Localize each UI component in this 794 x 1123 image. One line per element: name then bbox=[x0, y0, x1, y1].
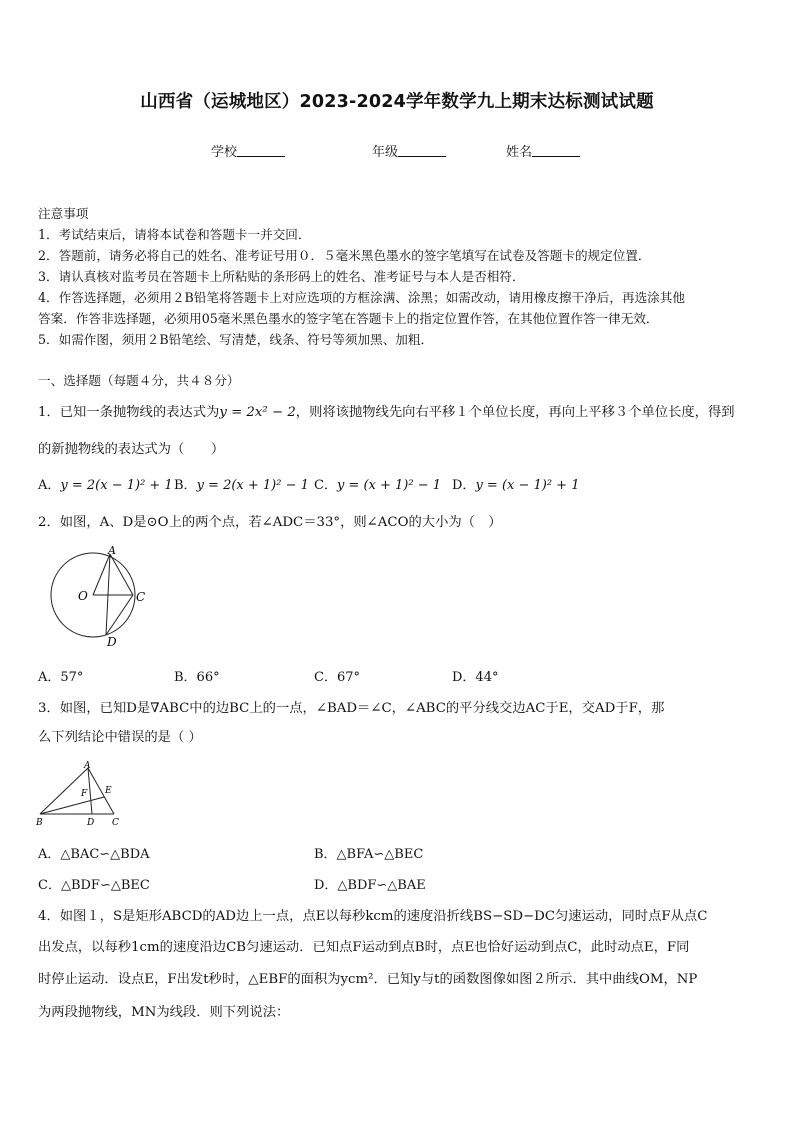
name-blank[interactable] bbox=[532, 143, 580, 157]
note-item: 2．答题前，请务必将自己的姓名、准考证号用０．５毫米黑色墨水的签字笔填写在试卷及答题卡的规定位置． bbox=[38, 248, 651, 263]
question-2-text: 2．如图，A、D是⊙O上的两个点，若∠ADC＝33°，则∠ACO的大小为（ ） bbox=[38, 515, 502, 530]
note-item: 答案．作答非选择题，必须用05毫米黑色墨水的签字笔在答题卡上的指定位置作答，在其他位置作答一律无效． bbox=[38, 311, 659, 326]
q2-option-c[interactable]: C．67° bbox=[314, 670, 360, 685]
label-d: D bbox=[107, 635, 117, 649]
label-d: D bbox=[87, 818, 95, 828]
school-blank[interactable] bbox=[237, 143, 285, 157]
q3-option-a[interactable]: A．△BAC∽△BDA bbox=[38, 847, 150, 862]
q2-option-b[interactable]: B．66° bbox=[174, 670, 220, 685]
option-label: C． bbox=[314, 478, 337, 493]
question-4-line-2: 出发点，以每秒1cm的速度沿边CB匀速运动．已知点F运动到点B时，点E也恰好运动到点C，此时动点E，F同 bbox=[38, 940, 690, 955]
option-expr: y = (x − 1)² + 1 bbox=[475, 478, 580, 493]
triangle-figure bbox=[34, 760, 130, 828]
q1-option-d[interactable] bbox=[452, 474, 579, 493]
grade-label: 年级 bbox=[372, 145, 399, 160]
segment-be bbox=[40, 797, 104, 814]
note-item: 4．作答选择题，必须用２B铅笔将答题卡上对应选项的方框涂满、涂黑；如需改动，请用橡皮擦干净后，再选涂其他 bbox=[38, 290, 685, 305]
note-item: 1．考试结束后，请将本试卷和答题卡一并交回． bbox=[38, 227, 311, 242]
option-expr: y = 2(x + 1)² − 1 bbox=[196, 478, 309, 493]
q3-option-b[interactable]: B．△BFA∽△BEC bbox=[314, 847, 424, 862]
label-c: C bbox=[112, 818, 119, 828]
page-title: 山西省（运城地区）2023-2024学年数学九上期末达标测试试题 bbox=[140, 92, 654, 112]
option-label: A． bbox=[38, 478, 61, 493]
school-field[interactable] bbox=[211, 141, 285, 160]
option-expr: y = 2(x − 1)² + 1 bbox=[60, 478, 173, 493]
label-a: A bbox=[84, 761, 91, 771]
label-e: E bbox=[105, 786, 112, 796]
option-label: D． bbox=[452, 478, 476, 493]
note-item: 5．如需作图，须用２B铅笔绘、写清楚，线条、符号等须加黑、加粗． bbox=[38, 332, 434, 347]
q1-text-b: ，则将该抛物线先向右平移１个单位长度，再向上平移３个单位长度，得到 bbox=[295, 405, 735, 420]
q1-text-a: 1．已知一条抛物线的表达式为 bbox=[38, 405, 220, 420]
q1-option-a[interactable] bbox=[38, 474, 173, 493]
question-4-line-4: 为两段抛物线，MN为线段．则下列说法： bbox=[38, 1005, 290, 1020]
grade-blank[interactable] bbox=[398, 143, 446, 157]
question-3-line-1: 3．如图，已知D是∇ABC中的边BC上的一点，∠BAD＝∠C，∠ABC的平分线交边AC于E，交AD于F，那 bbox=[38, 701, 665, 716]
question-3-line-2: 么下列结论中错误的是（ ） bbox=[38, 730, 202, 745]
question-4-line-1: 4．如图１，S是矩形ABCD的AD边上一点，点E以每秒kcm的速度沿折线BS−SD−DC匀速运动，同时点F从点C bbox=[38, 909, 708, 924]
note-item: 3．请认真核对监考员在答题卡上所粘贴的条形码上的姓名、准考证号与本人是否相符． bbox=[38, 269, 525, 284]
grade-field[interactable] bbox=[372, 141, 446, 160]
q1-expression: y = 2x² − 2 bbox=[219, 405, 296, 420]
section-heading: 一、选择题（每题４分，共４８分） bbox=[38, 373, 240, 388]
school-label: 学校 bbox=[211, 145, 238, 160]
q2-option-a[interactable]: A．57° bbox=[38, 670, 84, 685]
circle-figure bbox=[46, 542, 156, 650]
q3-option-c[interactable]: C．△BDF∽△BEC bbox=[38, 878, 150, 893]
name-label: 姓名 bbox=[506, 145, 533, 160]
label-b: B bbox=[36, 818, 43, 828]
q1-option-b[interactable] bbox=[174, 474, 309, 493]
question-1-line-1 bbox=[38, 401, 735, 420]
option-label: B． bbox=[174, 478, 197, 493]
name-field[interactable] bbox=[506, 141, 580, 160]
q3-option-d[interactable]: D．△BDF∽△BAE bbox=[314, 878, 426, 893]
notes-heading: 注意事项 bbox=[38, 206, 89, 221]
q1-option-c[interactable] bbox=[314, 474, 441, 493]
question-4-line-3: 时停止运动．设点E，F出发t秒时，△EBF的面积为ycm²．已知y与t的函数图像如图２所示．其中曲线OM，NP bbox=[38, 972, 698, 987]
label-a: A bbox=[108, 544, 116, 557]
q2-option-d[interactable]: D．44° bbox=[452, 670, 499, 685]
option-expr: y = (x + 1)² − 1 bbox=[336, 478, 441, 493]
question-1-line-2: 的新抛物线的表达式为（ ） bbox=[38, 442, 225, 457]
segment-dc bbox=[106, 595, 133, 635]
segment-ao bbox=[93, 554, 110, 595]
label-f: F bbox=[81, 789, 88, 799]
label-c: C bbox=[136, 590, 146, 604]
label-o: O bbox=[78, 589, 88, 603]
